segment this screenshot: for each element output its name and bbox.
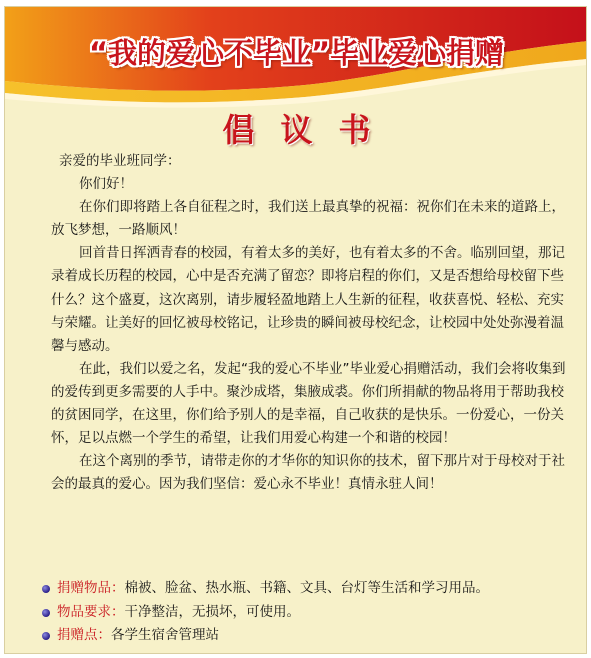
item-label: 捐赠物品： [57, 580, 125, 596]
bullet-dot-icon [42, 609, 50, 617]
list-item [39, 601, 584, 625]
paragraph: 回首昔日挥洒青春的校园，有着太多的美好，也有着太多的不舍。临别回望，那记录着成长历程的校园，心中是否充满了留恋？即将启程的你们，又是否想给母校留下些什么？这个盛夏，这次离别，请步履轻盈地踏上人生新的征程，收获喜悦、轻松、充实与荣耀。让美好的回忆被母校铭记，让珍贵的瞬间被母校纪念，让校园中处处弥漫着温馨与感动。 [51, 245, 565, 354]
bullet-dot-icon [42, 585, 50, 593]
salutation: 亲爱的毕业班同学： [59, 153, 181, 169]
greeting: 你们好！ [79, 176, 133, 193]
paragraph: 在此，我们以爱之名，发起“我的爱心不毕业”毕业爱心捐赠活动，我们会将收集到的爱传到更多需要的人手中。聚沙成塔，集腋成裘。你们所捐献的物品将用于帮助我校的贫困同学，在这里，你们给予别人的是幸福，自己收获的是快乐。一份爱心，一份关怀，足以点燃一个学生的希望，让我们用爱心构建一个和谐的校园！ [51, 360, 566, 447]
item-value: 各学生宿舍管理站 [111, 627, 219, 643]
letter-body [51, 150, 571, 496]
list-item [39, 577, 584, 601]
item-value: 干净整洁，无损坏，可使用。 [124, 603, 300, 620]
paragraph: 在这个离别的季节，请带走你的才华你的知识你的技术，留下那片对于母校对于社会的最真的爱心。因为我们坚信：爱心永不毕业！真情永驻人间！ [51, 453, 565, 493]
donation-info-list [39, 577, 584, 648]
paragraph: 在你们即将踏上各自征程之时，我们送上最真挚的祝福：祝你们在未来的道路上，放飞梦想，一路顺风！ [51, 199, 565, 239]
item-label: 捐赠点： [57, 627, 111, 643]
bullet-dot-icon [42, 632, 50, 640]
headline: “我的爱心不毕业”毕业爱心捐赠 [88, 36, 505, 70]
item-value: 棉被、脸盆、热水瓶、书籍、文具、台灯等生活和学习用品。 [124, 580, 489, 596]
document-title: 倡议书 [222, 111, 397, 149]
donation-poster [4, 6, 587, 654]
item-label: 物品要求： [57, 603, 125, 620]
list-item [39, 624, 584, 648]
